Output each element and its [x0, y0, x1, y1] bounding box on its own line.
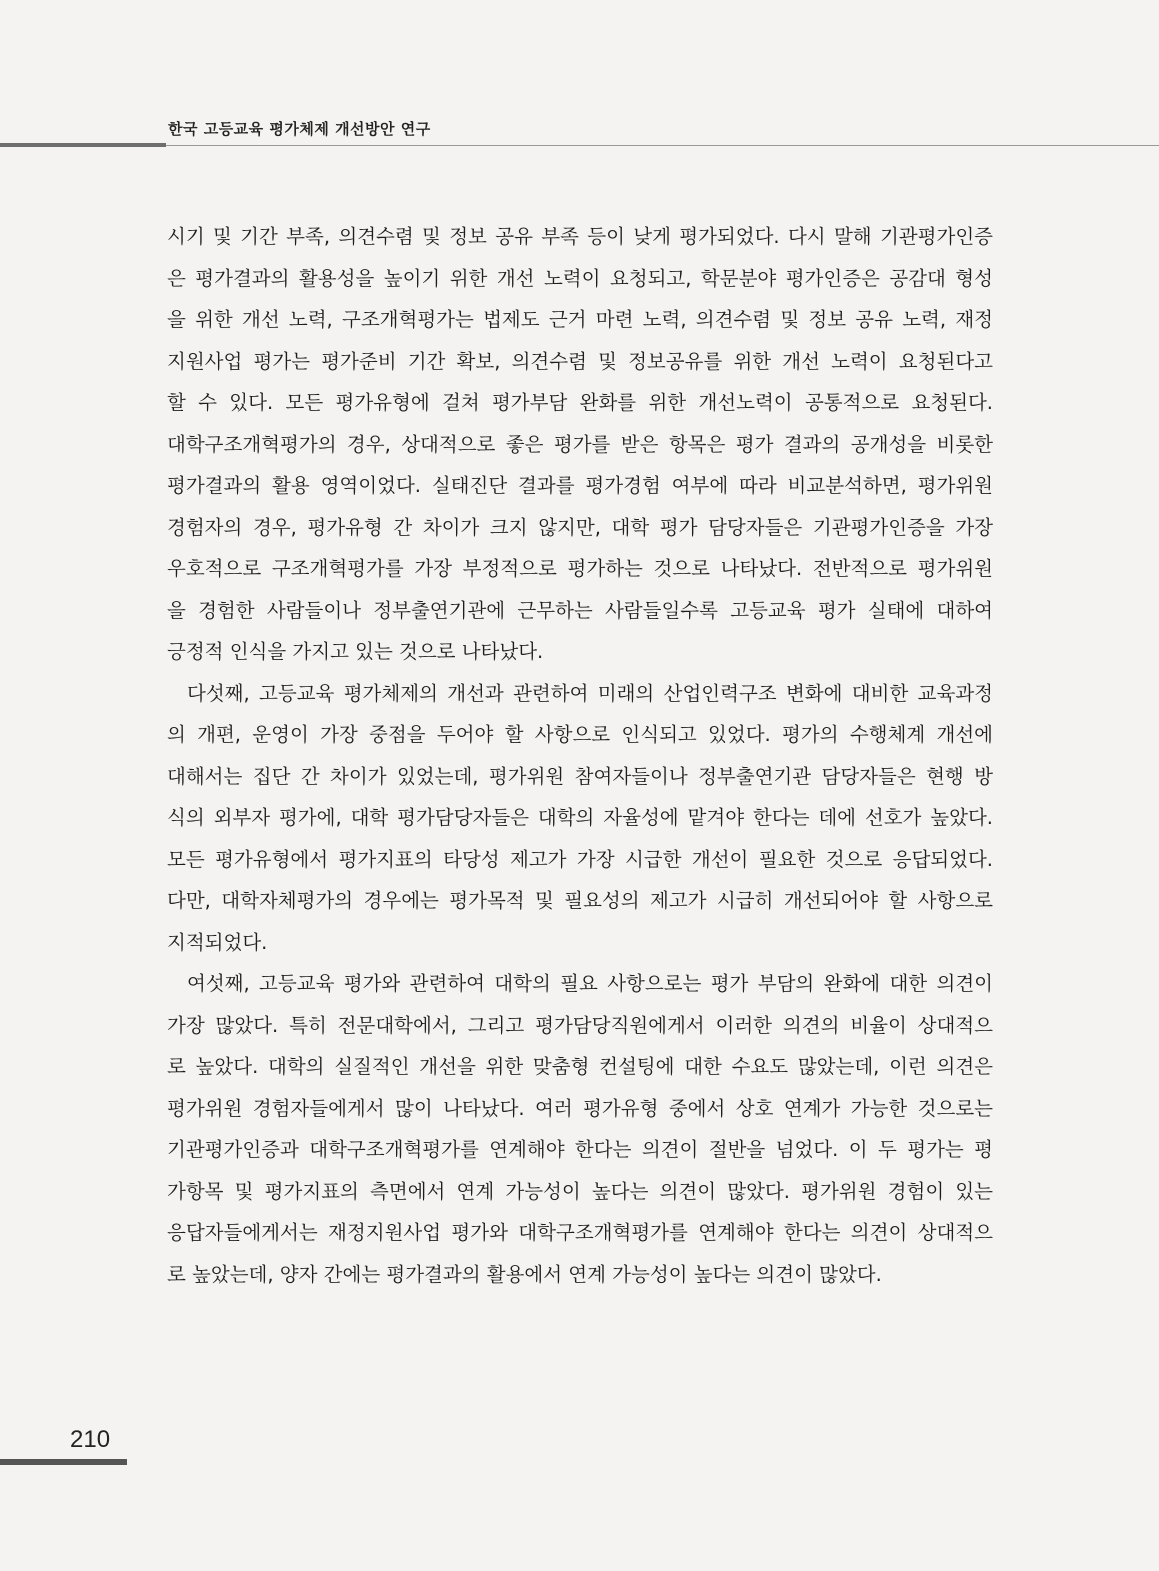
- text-line: 대학구조개혁평가의 경우, 상대적으로 좋은 평가를 받은 항목은 평가 결과의 공개성을 비롯한: [167, 432, 993, 456]
- running-title: 한국 고등교육 평가체제 개선방안 연구: [168, 120, 431, 138]
- text-line: 할 수 있다. 모든 평가유형에 걸쳐 평가부담 완화를 위한 개선노력이 공통적으로 요청된다.: [167, 391, 993, 414]
- text-line: 의 개편, 운영이 가장 중점을 두어야 할 사항으로 인식되고 있었다. 평가의 수행체계 개선에: [167, 723, 993, 746]
- body-text: [167, 216, 993, 1295]
- header-rule: [166, 145, 1159, 146]
- text-line: 평가결과의 활용 영역이었다. 실태진단 결과를 평가경험 여부에 따라 비교분석하면, 평가위원: [167, 474, 993, 497]
- text-line: 다섯째, 고등교육 평가체제의 개선과 관련하여 미래의 산업인력구조 변화에 대비한 교육과정: [187, 681, 993, 705]
- text-line: 모든 평가유형에서 평가지표의 타당성 제고가 가장 시급한 개선이 필요한 것으로 응답되었다.: [167, 847, 993, 871]
- text-line: 대해서는 집단 간 차이가 있었는데, 평가위원 참여자들이나 정부출연기관 담당자들은 현행 방: [167, 764, 993, 788]
- header-rule-accent: [0, 143, 166, 147]
- paragraph-3: [167, 963, 993, 1295]
- text-line: 시기 및 기간 부족, 의견수렴 및 정보 공유 부족 등이 낮게 평가되었다. 다시 말해 기관평가인증: [167, 225, 993, 248]
- text-line: 우호적으로 구조개혁평가를 가장 부정적으로 평가하는 것으로 나타났다. 전반적으로 평가위원: [167, 557, 993, 580]
- text-line: 지적되었다.: [167, 930, 268, 954]
- text-line: 기관평가인증과 대학구조개혁평가를 연계해야 한다는 의견이 절반을 넘었다. 이 두 평가는 평: [167, 1138, 993, 1161]
- paragraph-2: [167, 673, 993, 964]
- page-number: 210: [70, 1426, 111, 1453]
- text-line: 가항목 및 평가지표의 측면에서 연계 가능성이 높다는 의견이 많았다. 평가위원 경험이 있는: [167, 1179, 993, 1203]
- text-line: 을 위한 개선 노력, 구조개혁평가는 법제도 근거 마련 노력, 의견수렴 및 정보 공유 노력, 재정: [167, 308, 993, 331]
- text-line: 지원사업 평가는 평가준비 기간 확보, 의견수렴 및 정보공유를 위한 개선 노력이 요청된다고: [167, 349, 993, 373]
- text-line: 을 경험한 사람들이나 정부출연기관에 근무하는 사람들일수록 고등교육 평가 실태에 대하여: [167, 598, 993, 622]
- text-line: 응답자들에게서는 재정지원사업 평가와 대학구조개혁평가를 연계해야 한다는 의견이 상대적으: [167, 1221, 993, 1244]
- running-header: [0, 0, 1159, 150]
- paragraph-1: [167, 216, 993, 673]
- text-line: 여섯째, 고등교육 평가와 관련하여 대학의 필요 사항으로는 평가 부담의 완화에 대한 의견이: [187, 972, 993, 995]
- text-line: 로 높았다. 대학의 실질적인 개선을 위한 맞춤형 컨설팅에 대한 수요도 많았는데, 이런 의견은: [167, 1055, 993, 1078]
- text-line: 가장 많았다. 특히 전문대학에서, 그리고 평가담당직원에게서 이러한 의견의 비율이 상대적으: [167, 1013, 993, 1037]
- text-line: 평가위원 경험자들에게서 많이 나타났다. 여러 평가유형 중에서 상호 연계가 가능한 것으로는: [167, 1096, 993, 1120]
- text-line: 식의 외부자 평가에, 대학 평가담당자들은 대학의 자율성에 맡겨야 한다는 데에 선호가 높았다.: [167, 806, 993, 829]
- text-line: 로 높았는데, 양자 간에는 평가결과의 활용에서 연계 가능성이 높다는 의견이 많았다.: [167, 1262, 882, 1286]
- text-line: 은 평가결과의 활용성을 높이기 위한 개선 노력이 요청되고, 학문분야 평가인증은 공감대 형성: [167, 266, 993, 290]
- footer-rule: [0, 1459, 127, 1465]
- text-line: 긍정적 인식을 가지고 있는 것으로 나타났다.: [167, 640, 544, 663]
- text-line: 다만, 대학자체평가의 경우에는 평가목적 및 필요성의 제고가 시급히 개선되어야 할 사항으로: [167, 889, 993, 912]
- text-line: 경험자의 경우, 평가유형 간 차이가 크지 않지만, 대학 평가 담당자들은 기관평가인증을 가장: [167, 515, 993, 539]
